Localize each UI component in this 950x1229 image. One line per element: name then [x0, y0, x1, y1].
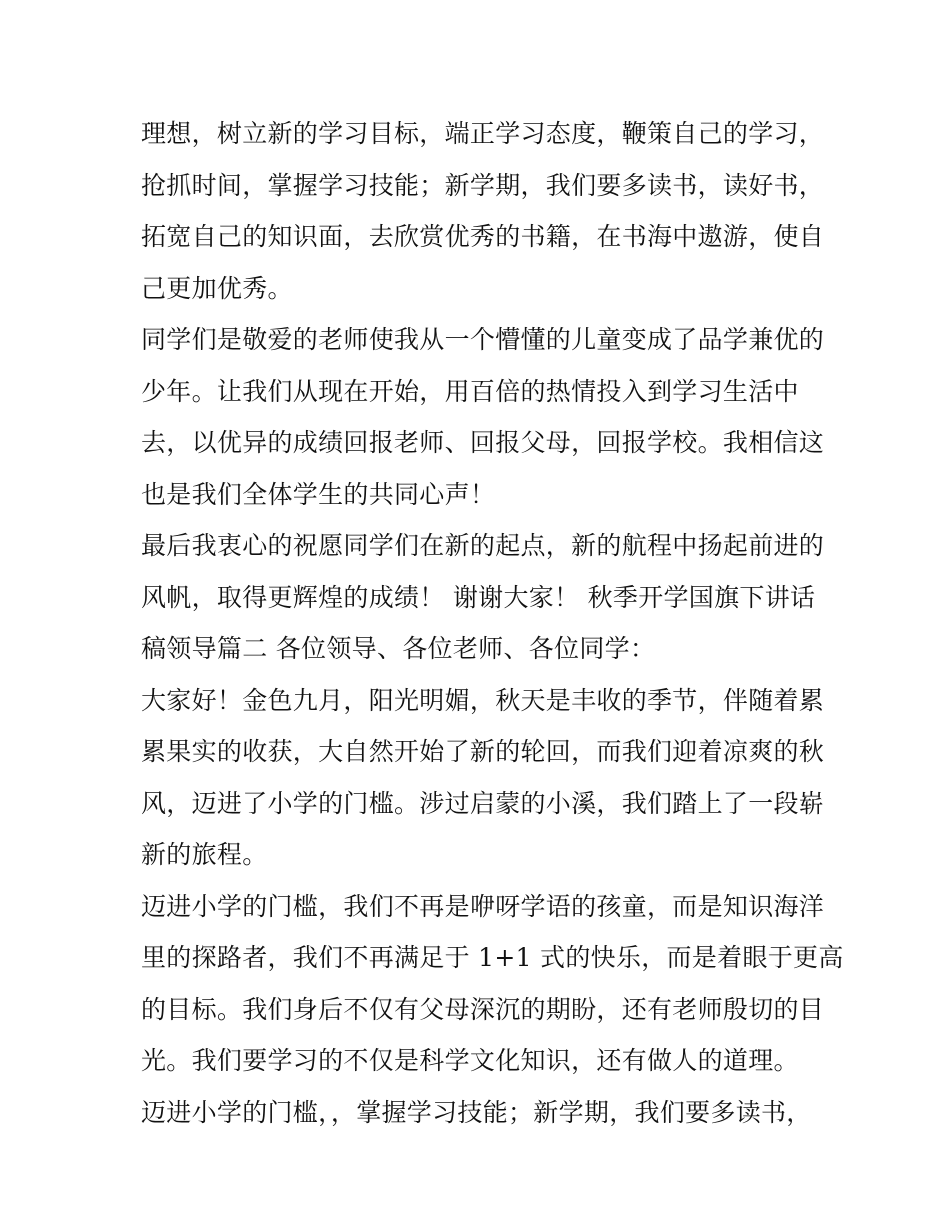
text-line: 稿领导篇二 各位领导、各位老师、各位同学：: [141, 634, 656, 663]
text-line: 理想，树立新的学习目标，端正学习态度，鞭策自己的学习，: [141, 119, 825, 148]
text-line: 也是我们全体学生的共同心声！: [141, 479, 496, 509]
text-line: 风帆，取得更辉煌的成绩！ 谢谢大家！ 秋季开学国旗下讲话: [141, 582, 816, 612]
text-line: 风，迈进了小学的门槛。涉过启蒙的小溪，我们踏上了一段崭: [141, 788, 825, 818]
text-line: 里的探路者，我们不再满足于 1+1 式的快乐，而是着眼于更高: [141, 943, 844, 972]
text-line: 光。我们要学习的不仅是科学文化知识，还有做人的道理。: [141, 1046, 799, 1075]
text-line: 累果实的收获，大自然开始了新的轮回，而我们迎着凉爽的秋: [141, 737, 825, 766]
text-line: 迈进小学的门槛，我们不再是咿呀学语的孩童，而是知识海洋: [141, 891, 825, 921]
text-line: 少年。让我们从现在开始，用百倍的热情投入到学习生活中: [141, 376, 799, 406]
text-line: 己更加优秀。: [141, 273, 293, 303]
text-line: 的目标。我们身后不仅有父母深沉的期盼，还有老师殷切的目: [141, 994, 825, 1024]
text-line: 大家好！金色九月，阳光明媚，秋天是丰收的季节，伴随着累: [141, 685, 825, 715]
text-line: 同学们是敬爱的老师使我从一个懵懂的儿童变成了品学兼优的: [141, 325, 825, 354]
text-line: 抢抓时间，掌握学习技能；新学期，我们要多读书，读好书，: [141, 170, 825, 200]
text-line: 拓宽自己的知识面，去欣赏优秀的书籍，在书海中遨游，使自: [141, 222, 825, 251]
text-line: 最后我衷心的祝愿同学们在新的起点，新的航程中扬起前进的: [141, 531, 825, 560]
document-body: [141, 108, 844, 1138]
text-line: 迈进小学的门槛，，掌握学习技能；新学期，我们要多读书，: [141, 1097, 812, 1127]
text-line: 去，以优异的成绩回报老师、回报父母，回报学校。我相信这: [141, 428, 825, 457]
text-line: 新的旅程。: [141, 840, 268, 869]
